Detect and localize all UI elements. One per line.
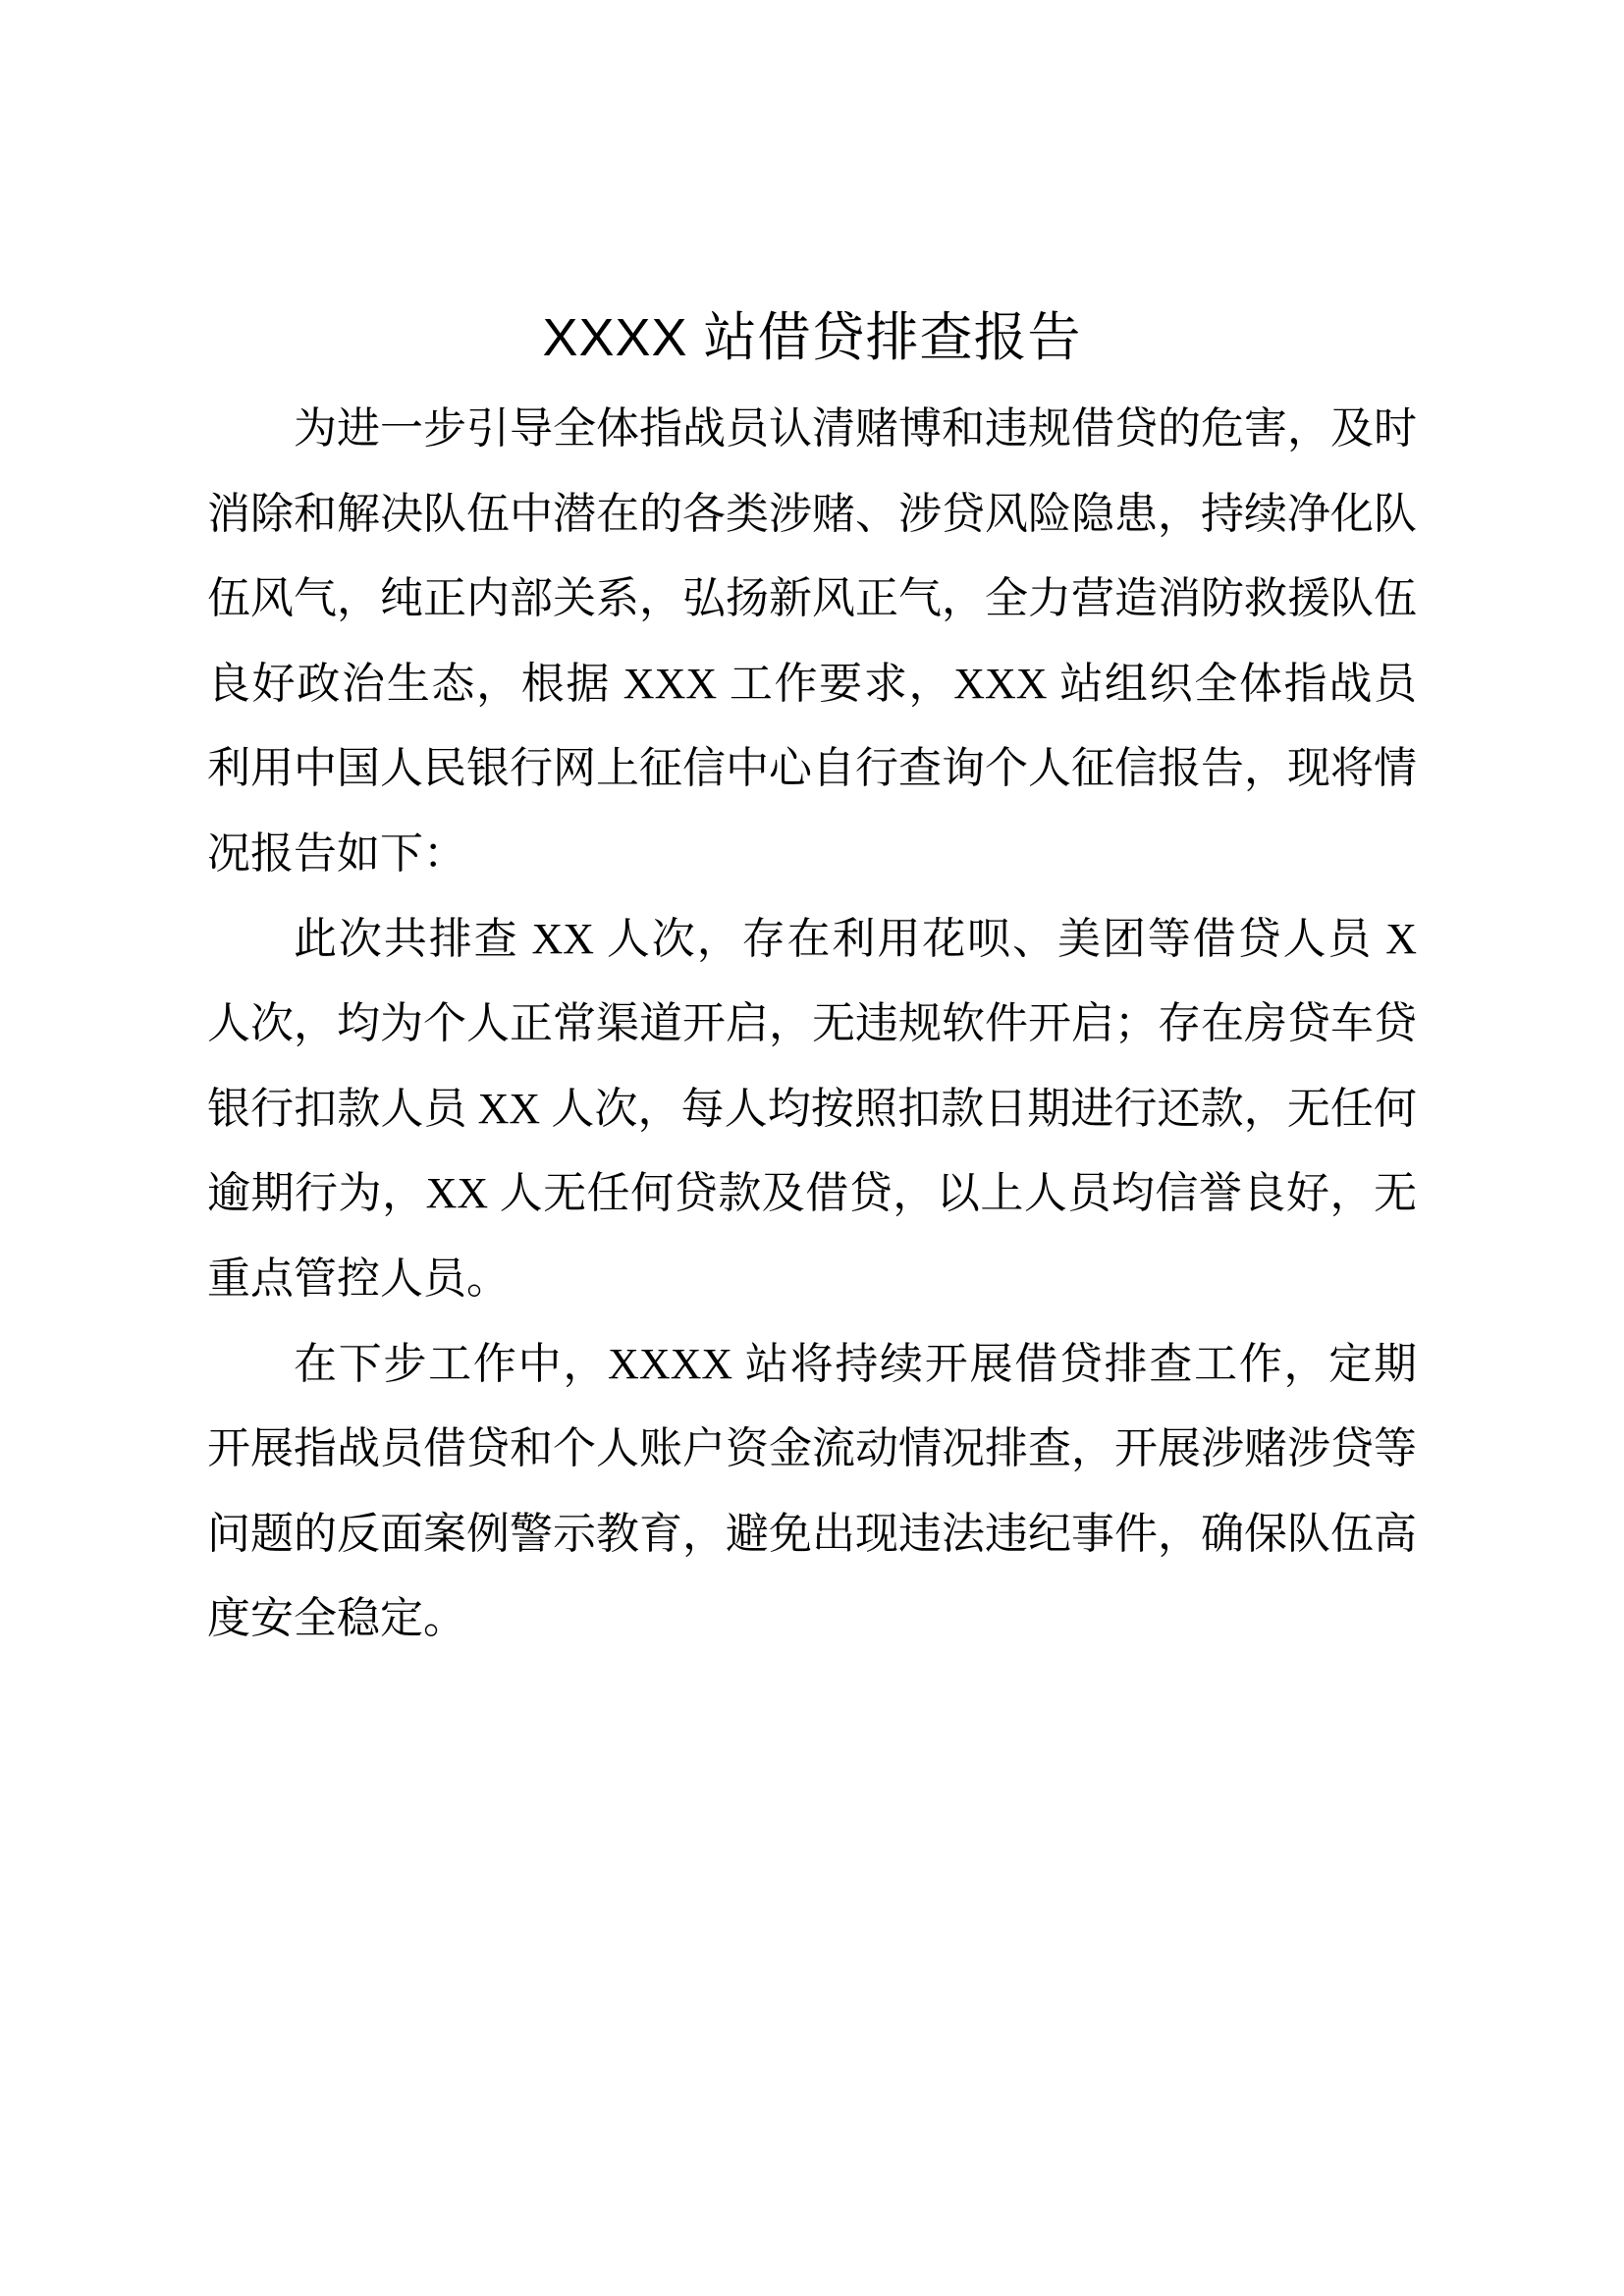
paragraph-findings: 此次共排查 XX 人次，存在利用花呗、美团等借贷人员 X 人次，均为个人正常渠道开启，无违规软件开启；存在房贷车贷银行扣款人员 XX 人次，每人均按照扣款日期进行还款，无任何逾期行为，XX 人无任何贷款及借贷，以上人员均信誉良好，无重点管控人员。 — [207, 914, 1417, 1303]
document-body — [207, 387, 1417, 1662]
document-title: XXXX 站借贷排查报告 — [542, 308, 1082, 367]
paragraph-next-steps: 在下步工作中，XXXX 站将持续开展借贷排查工作，定期开展指战员借贷和个人账户资金流动情况排查，开展涉赌涉贷等问题的反面案例警示教育，避免出现违法违纪事件，确保队伍高度安全稳定。 — [207, 1339, 1417, 1643]
paragraph-intro: 为进一步引导全体指战员认清赌博和违规借贷的危害，及时消除和解决队伍中潜在的各类涉赌、涉贷风险隐患，持续净化队伍风气，纯正内部关系，弘扬新风正气，全力营造消防救援队伍良好政治生态，根据 XXX 工作要求，XXX 站组织全体指战员利用中国人民银行网上征信中心自行查询个人征信报告，现将情况报告如下： — [207, 404, 1417, 878]
